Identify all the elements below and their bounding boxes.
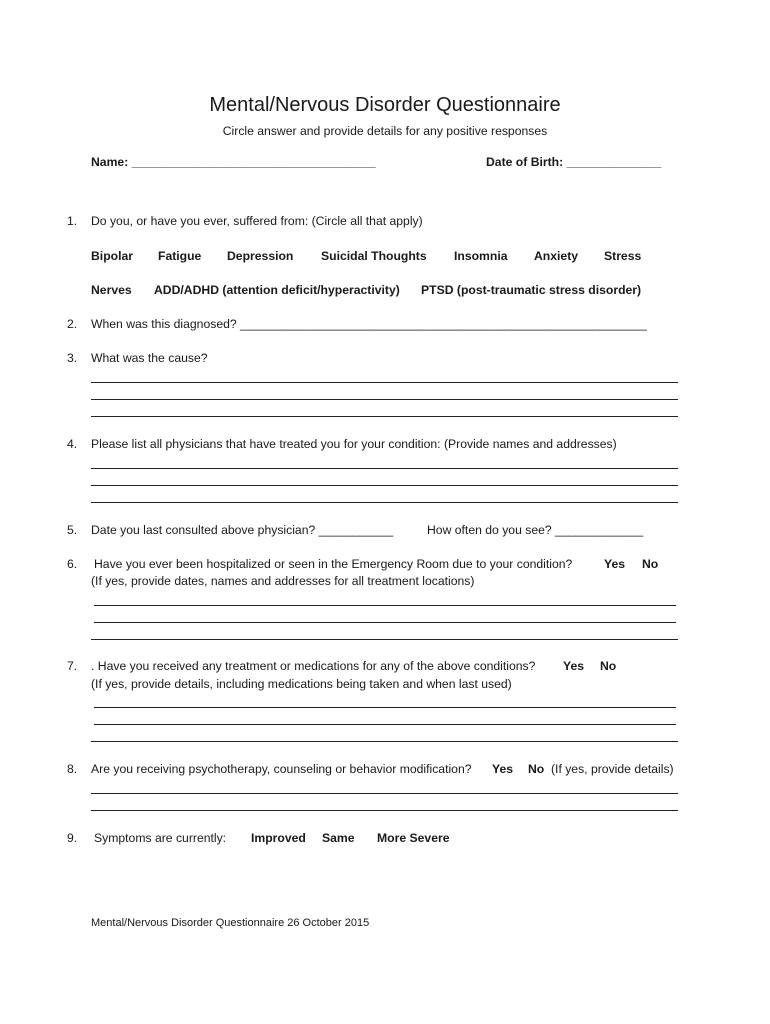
answer-line[interactable] [91,810,678,811]
question-2-number: 2. [67,317,78,331]
answer-line[interactable] [91,399,678,400]
page-footer: Mental/Nervous Disorder Questionnaire 26 October 2015 [91,917,370,929]
answer-line[interactable] [91,793,678,794]
option-ptsd[interactable]: PTSD (post-traumatic stress disorder) [421,283,642,297]
question-7-no[interactable]: No [600,659,617,673]
question-3-text: What was the cause? [91,351,208,365]
option-insomnia[interactable]: Insomnia [454,249,508,263]
option-nerves[interactable]: Nerves [91,283,132,297]
document-subtitle: Circle answer and provide details for any positive responses [222,124,548,138]
option-same[interactable]: Same [322,831,355,845]
question-9-text: Symptoms are currently: [94,831,227,845]
question-5-text[interactable]: Date you last consulted above physician? ___________ [91,523,394,537]
question-6-yes[interactable]: Yes [604,557,626,571]
question-8-yes[interactable]: Yes [492,762,514,776]
question-2-text[interactable]: When was this diagnosed? ____________________________________________________________ [91,317,647,331]
option-add-adhd[interactable]: ADD/ADHD (attention deficit/hyperactivity) [154,283,400,297]
name-field[interactable]: Name: ____________________________________ [91,155,376,169]
answer-line[interactable] [91,485,678,486]
answer-line[interactable] [91,502,678,503]
question-7-text: . Have you received any treatment or medications for any of the above conditions? [91,659,536,673]
answer-line[interactable] [91,741,678,742]
option-suicidal-thoughts[interactable]: Suicidal Thoughts [321,249,427,263]
answer-line[interactable] [94,724,676,725]
date-of-birth-field[interactable]: Date of Birth: ______________ [486,155,662,169]
answer-line[interactable] [91,639,678,640]
answer-line[interactable] [94,707,676,708]
answer-line[interactable] [91,416,678,417]
question-5-number: 5. [67,523,78,537]
question-8-tail: (If yes, provide details) [551,762,674,776]
option-stress[interactable]: Stress [604,249,642,263]
option-depression[interactable]: Depression [227,249,294,263]
question-5-frequency[interactable]: How often do you see? _____________ [427,523,644,537]
option-improved[interactable]: Improved [251,831,306,845]
answer-line[interactable] [94,622,676,623]
answer-line[interactable] [94,605,676,606]
option-more-severe[interactable]: More Severe [377,831,450,845]
question-8-number: 8. [67,762,78,776]
answer-line[interactable] [91,382,678,383]
question-8-text: Are you receiving psychotherapy, counseling or behavior modification? [91,762,472,776]
question-6-number: 6. [67,557,78,571]
option-bipolar[interactable]: Bipolar [91,249,133,263]
document-title: Mental/Nervous Disorder Questionnaire [209,94,561,116]
option-fatigue[interactable]: Fatigue [158,249,202,263]
question-8-no[interactable]: No [528,762,545,776]
question-4-text: Please list all physicians that have treated you for your condition: (Provide names and addresses) [91,437,617,451]
question-1-text: Do you, or have you ever, suffered from: (Circle all that apply) [91,214,423,228]
question-9-number: 9. [67,831,78,845]
question-6-no[interactable]: No [642,557,659,571]
question-7-yes[interactable]: Yes [563,659,585,673]
question-4-number: 4. [67,437,78,451]
question-3-number: 3. [67,351,78,365]
question-7-number: 7. [67,659,78,673]
question-7-subtext: (If yes, provide details, including medications being taken and when last used) [91,677,512,691]
answer-line[interactable] [91,468,678,469]
question-6-subtext: (If yes, provide dates, names and addresses for all treatment locations) [91,574,475,588]
question-1-number: 1. [67,214,78,228]
question-6-text: Have you ever been hospitalized or seen in the Emergency Room due to your condition? [94,557,573,571]
option-anxiety[interactable]: Anxiety [534,249,579,263]
